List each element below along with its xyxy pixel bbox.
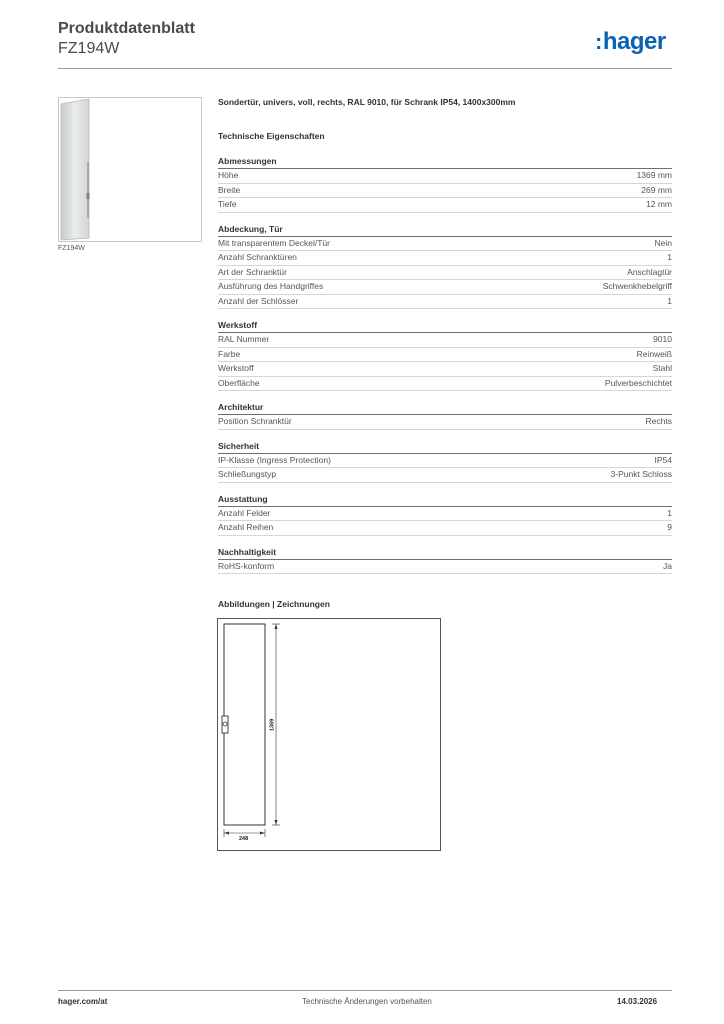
footer-website-link[interactable]: hager.com/at: [58, 997, 108, 1006]
property-row: [218, 169, 672, 184]
property-value: Anschlagtür: [627, 266, 672, 277]
property-value: 1: [667, 295, 672, 306]
product-description: Sondertür, univers, voll, rechts, RAL 9010, für Schrank IP54, 1400x300mm: [218, 97, 516, 107]
property-label: Anzahl Schranktüren: [218, 252, 297, 262]
section-title: Ausstattung: [218, 493, 672, 507]
height-dimension-label: 1369: [269, 718, 276, 731]
section: [218, 155, 672, 213]
door-outline: [224, 624, 265, 825]
property-row: [218, 333, 672, 348]
property-value: 1: [667, 252, 672, 262]
property-row: [218, 184, 672, 199]
property-value: IP54: [654, 454, 672, 465]
property-row: [218, 198, 672, 213]
section-title: Abdeckung, Tür: [218, 223, 672, 237]
property-row: [218, 454, 672, 469]
property-value: Rechts: [645, 416, 672, 426]
property-label: Anzahl der Schlösser: [218, 295, 299, 306]
product-image: [58, 97, 202, 242]
property-value: 3-Punkt Schloss: [610, 469, 672, 479]
property-value: 269 mm: [641, 184, 672, 195]
figures-heading: Abbildungen | Zeichnungen: [218, 599, 330, 609]
section: [218, 401, 672, 430]
footer-date: 14.03.2026: [617, 997, 658, 1006]
property-row: [218, 415, 672, 430]
section-title: Sicherheit: [218, 440, 672, 454]
footer-disclaimer: Technische Änderungen vorbehalten: [302, 997, 432, 1006]
logo-dots: :: [595, 29, 602, 54]
property-label: RoHS-konform: [218, 560, 275, 571]
property-row: [218, 237, 672, 252]
property-label: Tiefe: [218, 199, 237, 209]
door-photo-icon: [59, 98, 201, 241]
property-value: Stahl: [652, 363, 672, 373]
property-row: [218, 295, 672, 310]
property-value: 9: [667, 522, 672, 532]
section: [218, 546, 672, 575]
property-row: [218, 280, 672, 295]
width-dimension-label: 248: [239, 836, 249, 842]
section-title: Werkstoff: [218, 319, 672, 333]
property-row: [218, 468, 672, 483]
page-title: Produktdatenblatt: [58, 20, 195, 37]
property-row: [218, 266, 672, 281]
property-value: 12 mm: [646, 199, 672, 209]
property-row: [218, 521, 672, 536]
image-caption: FZ194W: [58, 245, 85, 252]
property-row: [218, 348, 672, 363]
property-value: Reinweiß: [636, 348, 672, 359]
property-label: Breite: [218, 184, 241, 195]
section: [218, 440, 672, 483]
header-divider: [58, 68, 672, 69]
property-label: Mit transparentem Deckel/Tür: [218, 237, 330, 248]
property-value: Nein: [654, 237, 672, 248]
property-row: [218, 560, 672, 575]
property-label: Position Schranktür: [218, 416, 292, 426]
property-value: 1369 mm: [636, 170, 672, 180]
property-value: 9010: [653, 334, 672, 344]
product-code: FZ194W: [58, 40, 120, 57]
property-label: Anzahl Felder: [218, 507, 271, 518]
property-value: Pulverbeschichtet: [604, 377, 672, 388]
section: [218, 223, 672, 310]
property-label: Höhe: [218, 170, 239, 180]
property-row: [218, 362, 672, 377]
footer-divider: [58, 990, 672, 991]
property-label: IP-Klasse (Ingress Protection): [218, 454, 331, 465]
property-row: [218, 251, 672, 266]
property-value: Ja: [663, 560, 672, 571]
property-label: Ausführung des Handgriffes: [218, 281, 324, 291]
property-label: Art der Schranktür: [218, 266, 287, 277]
section-title: Architektur: [218, 401, 672, 415]
properties-table: [218, 155, 672, 584]
technical-drawing: [217, 618, 441, 851]
logo-text: hager: [602, 28, 666, 55]
hager-logo[interactable]: [595, 28, 666, 56]
section: [218, 319, 672, 391]
tech-properties-heading: Technische Eigenschaften: [218, 131, 325, 141]
section: [218, 493, 672, 536]
property-label: Anzahl Reihen: [218, 522, 274, 532]
property-row: [218, 377, 672, 392]
property-row: [218, 507, 672, 522]
section-title: Abmessungen: [218, 155, 672, 169]
property-label: Oberfläche: [218, 377, 260, 388]
property-label: Farbe: [218, 348, 241, 359]
section-title: Nachhaltigkeit: [218, 546, 672, 560]
property-value: Schwenkhebelgriff: [602, 281, 672, 291]
property-value: 1: [667, 507, 672, 518]
property-label: Schließungstyp: [218, 469, 277, 479]
property-label: Werkstoff: [218, 363, 254, 373]
property-label: RAL Nummer: [218, 334, 270, 344]
